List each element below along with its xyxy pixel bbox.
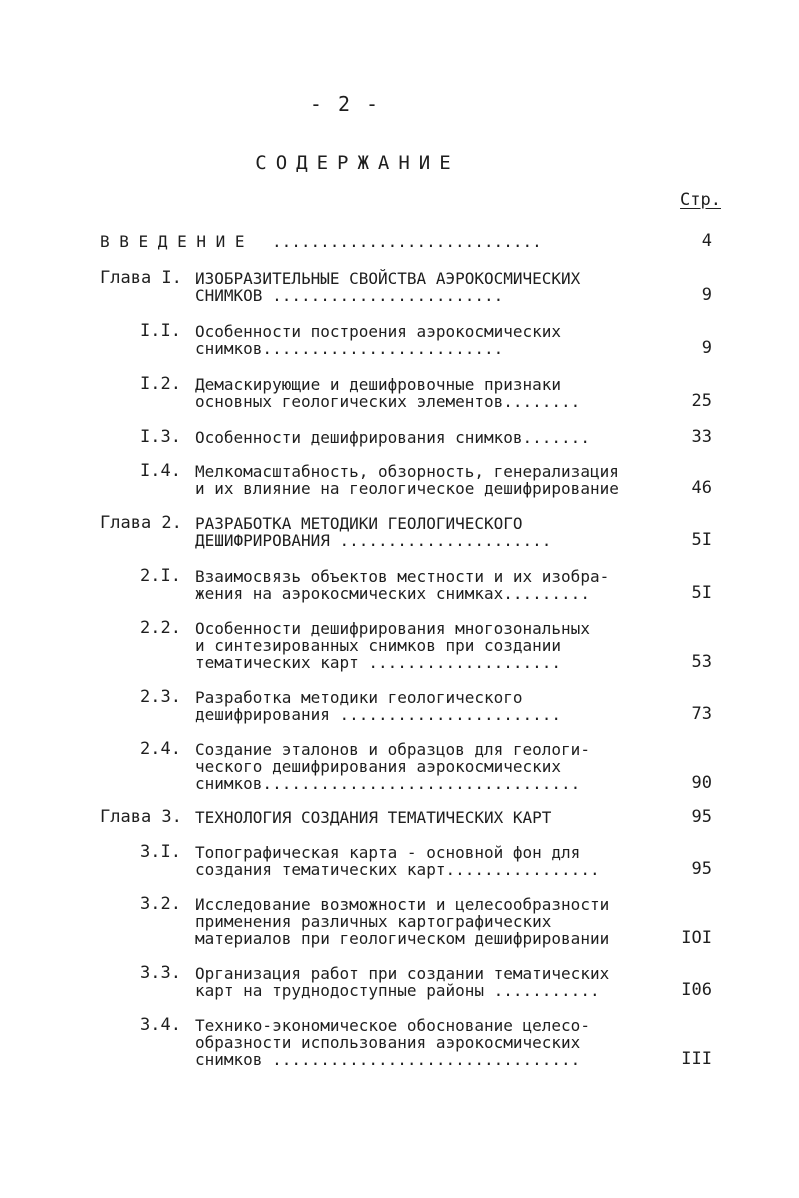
toc-entry-page-number: 73: [691, 704, 712, 724]
toc-entry-text-line: снимков.................................: [195, 774, 581, 793]
toc-entry-text-line: снимков.........................: [195, 339, 504, 358]
toc-entry-text-line: ДЕШИФРИРОВАНИЯ ......................: [195, 531, 552, 550]
toc-entry-text-line: Демаскирующие и дешифровочные признаки: [195, 375, 562, 394]
toc-entry-text-line: Организация работ при создании тематических: [195, 964, 610, 983]
toc-entry-page-number: I06: [681, 980, 712, 1000]
toc-entry-label: 3.3.: [140, 963, 181, 983]
toc-title: СОДЕРЖАНИЕ: [255, 152, 460, 174]
toc-entry-text-line: ТЕХНОЛОГИЯ СОЗДАНИЯ ТЕМАТИЧЕСКИХ КАРТ: [195, 808, 552, 827]
toc-entry-text-line: Создание эталонов и образцов для геологи-: [195, 740, 590, 759]
toc-entry-text-line: карт на труднодоступные районы ...........: [195, 981, 600, 1000]
toc-entry-text-line: и их влияние на геологическое дешифрирование: [195, 479, 619, 498]
toc-entry-text-line: Особенности дешифрирования многозональных: [195, 619, 590, 638]
toc-entry-text-line: и синтезированных снимков при создании: [195, 636, 562, 655]
toc-entry-text-line: Мелкомасштабность, обзорность, генерализация: [195, 462, 619, 481]
toc-entry-label: 2.2.: [140, 618, 181, 638]
toc-entry-page-number: III: [681, 1049, 712, 1069]
toc-entry-page-number: 4: [701, 231, 712, 251]
toc-entry-text-line: ческого дешифрирования аэрокосмических: [195, 757, 562, 776]
toc-entry-text-line: снимков ................................: [195, 1050, 581, 1069]
toc-entry-page-number: 95: [691, 807, 712, 827]
toc-entry-label: Глава 2.: [100, 513, 182, 533]
toc-entry-label: Глава I.: [100, 268, 182, 288]
toc-entry-text-line: Топографическая карта - основной фон для: [195, 843, 581, 862]
toc-entry-page-number: 95: [691, 859, 712, 879]
toc-entry-text-line: Особенности дешифрирования снимков.......: [195, 428, 590, 447]
toc-entry-text-line: создания тематических карт................: [195, 860, 600, 879]
toc-entry-text-line: тематических карт ....................: [195, 653, 562, 672]
toc-entry-text-line: дешифрирования .......................: [195, 705, 562, 724]
toc-entry-text-line: РАЗРАБОТКА МЕТОДИКИ ГЕОЛОГИЧЕСКОГО: [195, 514, 523, 533]
toc-entry-page-number: 5I: [691, 530, 712, 550]
toc-entry-label: 3.4.: [140, 1015, 181, 1035]
toc-entry-text-line: Исследование возможности и целесообразности: [195, 895, 610, 914]
toc-entry-page-number: 33: [691, 427, 712, 447]
toc-entry-text-line: материалов при геологическом дешифрировании: [195, 929, 610, 948]
toc-entry-text-line: ИЗОБРАЗИТЕЛЬНЫЕ СВОЙСТВА АЭРОКОСМИЧЕСКИХ: [195, 269, 581, 288]
toc-entry-page-number: 25: [691, 391, 712, 411]
toc-entry-label: 3.I.: [140, 842, 181, 862]
page-number: - 2 -: [309, 92, 381, 116]
toc-entry-label: 2.3.: [140, 687, 181, 707]
toc-entry-page-number: 9: [701, 285, 712, 305]
toc-entry-text-line: Разработка методики геологического: [195, 688, 523, 707]
toc-entry-label: I.3.: [140, 427, 181, 447]
toc-entry-page-number: 53: [691, 652, 712, 672]
toc-entry-page-number: 90: [691, 773, 712, 793]
toc-entry-page-number: 5I: [691, 583, 712, 603]
toc-entry-label: I.I.: [140, 321, 181, 341]
toc-entry-text-line: основных геологических элементов........: [195, 392, 581, 411]
toc-entry-text-line: Взаимосвязь объектов местности и их изобра-: [195, 567, 610, 586]
toc-entry-text-line: ............................: [272, 232, 542, 251]
toc-entry-label: 2.I.: [140, 566, 181, 586]
toc-entry-page-number: IOI: [681, 928, 712, 948]
toc-entry-page-number: 46: [691, 478, 712, 498]
toc-entry-text-line: СНИМКОВ ........................: [195, 286, 504, 305]
toc-entry-text-line: Особенности построения аэрокосмических: [195, 322, 562, 341]
toc-entry-label: I.4.: [140, 461, 181, 481]
toc-entry-label: 3.2.: [140, 894, 181, 914]
toc-entry-page-number: 9: [701, 338, 712, 358]
toc-entry-label: Глава 3.: [100, 807, 182, 827]
toc-entry-label: I.2.: [140, 374, 181, 394]
toc-entry-text-line: Технико-экономическое обоснование целесо-: [195, 1016, 590, 1035]
toc-entry-text-line: жения на аэрокосмических снимках.........: [195, 584, 590, 603]
page-column-header: Стр.: [680, 190, 721, 210]
toc-entry-text-line: применения различных картографических: [195, 912, 552, 931]
toc-entry-label: В В Е Д Е Н И Е: [100, 232, 245, 251]
toc-entry-text-line: образности использования аэрокосмических: [195, 1033, 581, 1052]
toc-entry-label: 2.4.: [140, 739, 181, 759]
